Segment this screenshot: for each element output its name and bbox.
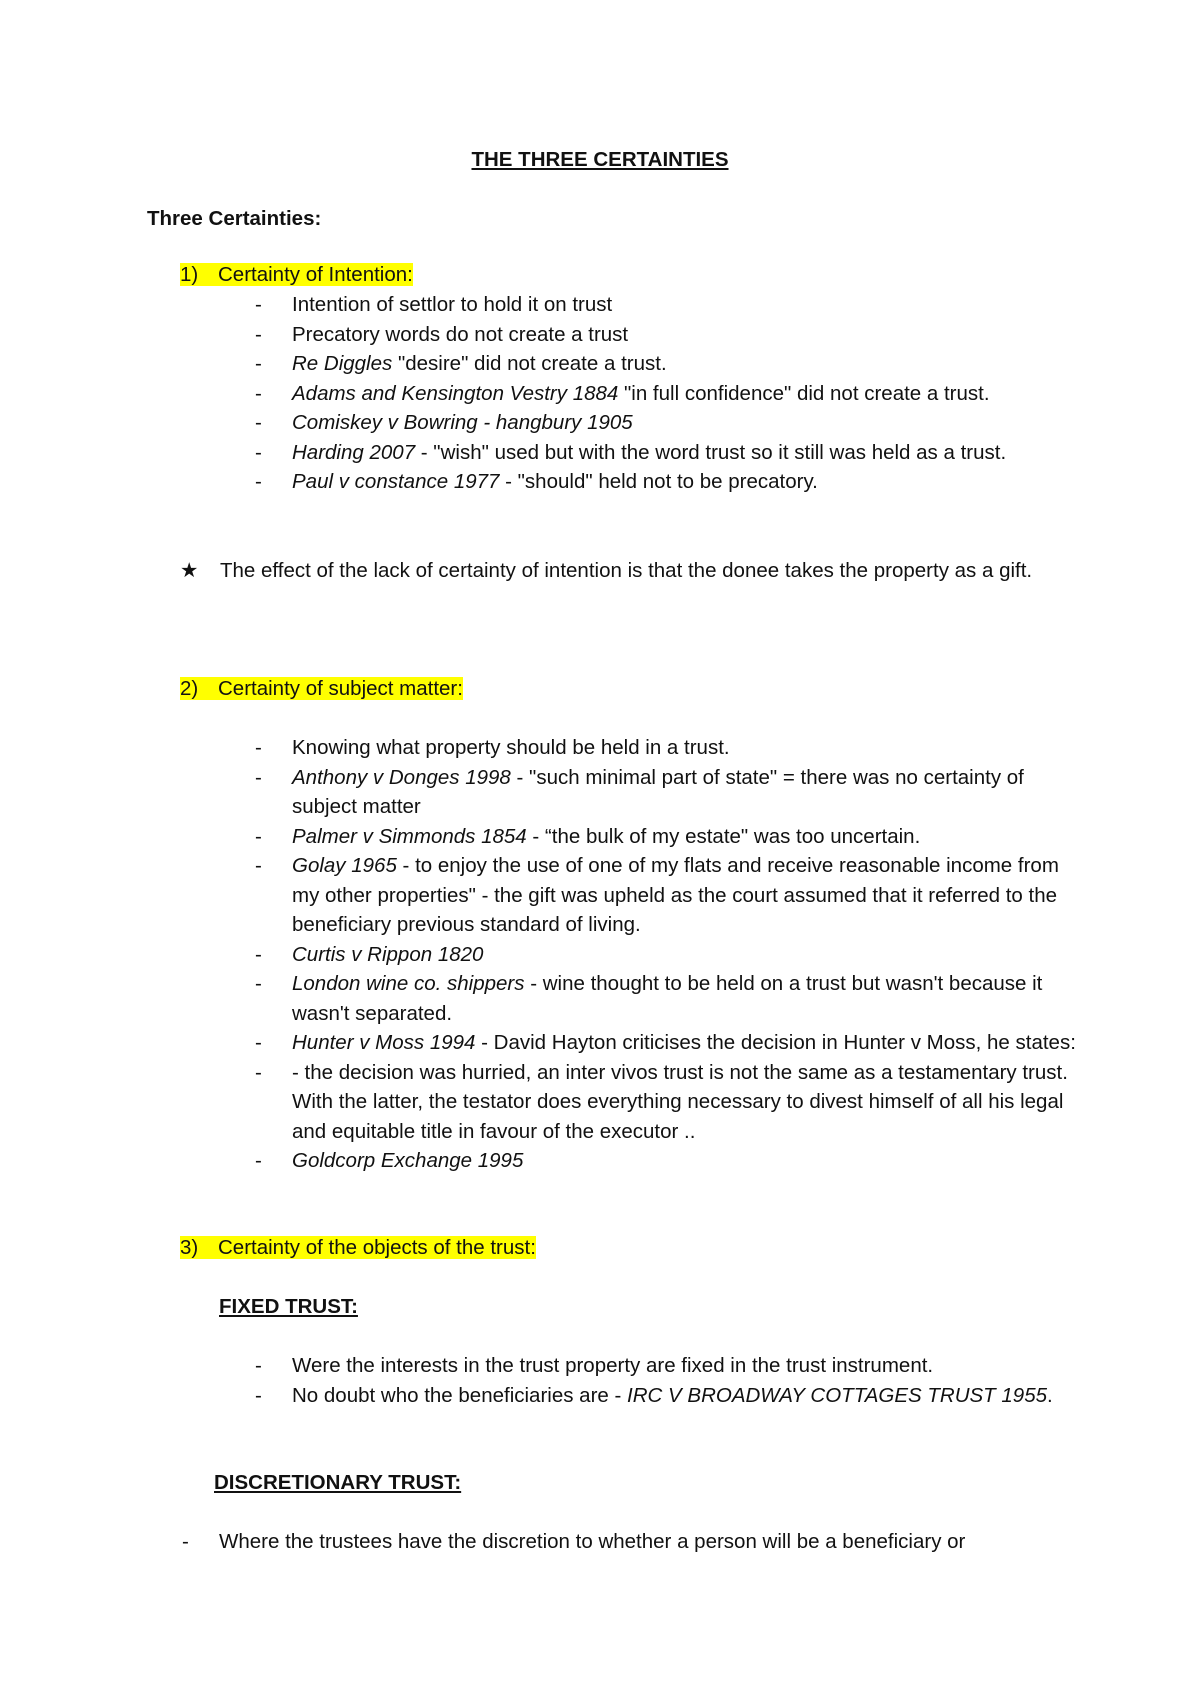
section-number: 2) [180,677,199,700]
list-item: - London wine co. shippers - wine thought to be held on a trust but wasn't because it wasn't separated. [255,972,1043,1025]
list-item: - Goldcorp Exchange 1995 [255,1149,524,1172]
fixed-trust-list [0,1351,1200,1410]
section-number: 1) [180,263,199,286]
section-heading-subject-matter [180,675,463,703]
section-heading-intention [180,261,413,289]
list-item: - Intention of settlor to hold it on trust [255,293,613,316]
fixed-trust-heading: FIXED TRUST: [219,1295,358,1318]
star-note [180,556,1080,586]
star-note-text: The effect of the lack of certainty of intention is that the donee takes the property as a gift. [220,559,1033,582]
star-icon: ★ [180,559,199,582]
list-item: - No doubt who the beneficiaries are - IRC V BROADWAY COTTAGES TRUST 1955. [255,1383,1053,1407]
section-heading-objects [180,1234,536,1262]
list-item: - Were the interests in the trust property are fixed in the trust instrument. [255,1354,934,1377]
list-item: - Curtis v Rippon 1820 [255,942,484,966]
section-title: Certainty of subject matter: [218,677,463,700]
list-item: - Hunter v Moss 1994 - David Hayton criticises the decision in Hunter v Moss, he states: [255,1031,1076,1054]
list-item: - Paul v constance 1977 - "should" held not to be precatory. [255,470,818,493]
discretionary-trust-list [0,1527,1200,1557]
section-number: 3) [180,1236,199,1259]
page-title: THE THREE CERTAINTIES [471,148,729,171]
list-item: - Where the trustees have the discretion to whether a person will be a beneficiary or [182,1530,966,1553]
list-item: - Golay 1965 - to enjoy the use of one of my flats and receive reasonable income from my other properties" - the gift was upheld as the court assumed that it referred to the beneficiary previous standard of living. [255,854,1059,936]
list-item: - Re Diggles "desire" did not create a trust. [255,352,667,375]
list-item: - Comiskey v Bowring - hangbury 1905 [255,411,633,434]
list-item: - Palmer v Simmonds 1854 - “the bulk of my estate" was too uncertain. [255,824,921,848]
section-title: Certainty of Intention: [218,263,413,286]
subject-matter-list [0,733,1200,1176]
list-item: - Precatory words do not create a trust [255,322,629,346]
section-title: Certainty of the objects of the trust: [218,1236,536,1259]
list-item: - Adams and Kensington Vestry 1884 "in full confidence" did not create a trust. [255,381,990,405]
list-item: - Anthony v Donges 1998 - "such minimal part of state" = there was no certainty of subject matter [255,765,1024,818]
list-item: - Harding 2007 - "wish" used but with the word trust so it still was held as a trust. [255,440,1007,464]
discretionary-trust-heading: DISCRETIONARY TRUST: [214,1471,462,1494]
list-item: - Knowing what property should be held in a trust. [255,736,730,759]
intention-list [0,290,1200,497]
subheading: Three Certainties: [147,207,322,230]
list-item: - - the decision was hurried, an inter vivos trust is not the same as a testamentary trust. With the latter, the testator does everything necessary to divest himself of all his legal and equitable title in favour of the executor .. [255,1060,1068,1143]
